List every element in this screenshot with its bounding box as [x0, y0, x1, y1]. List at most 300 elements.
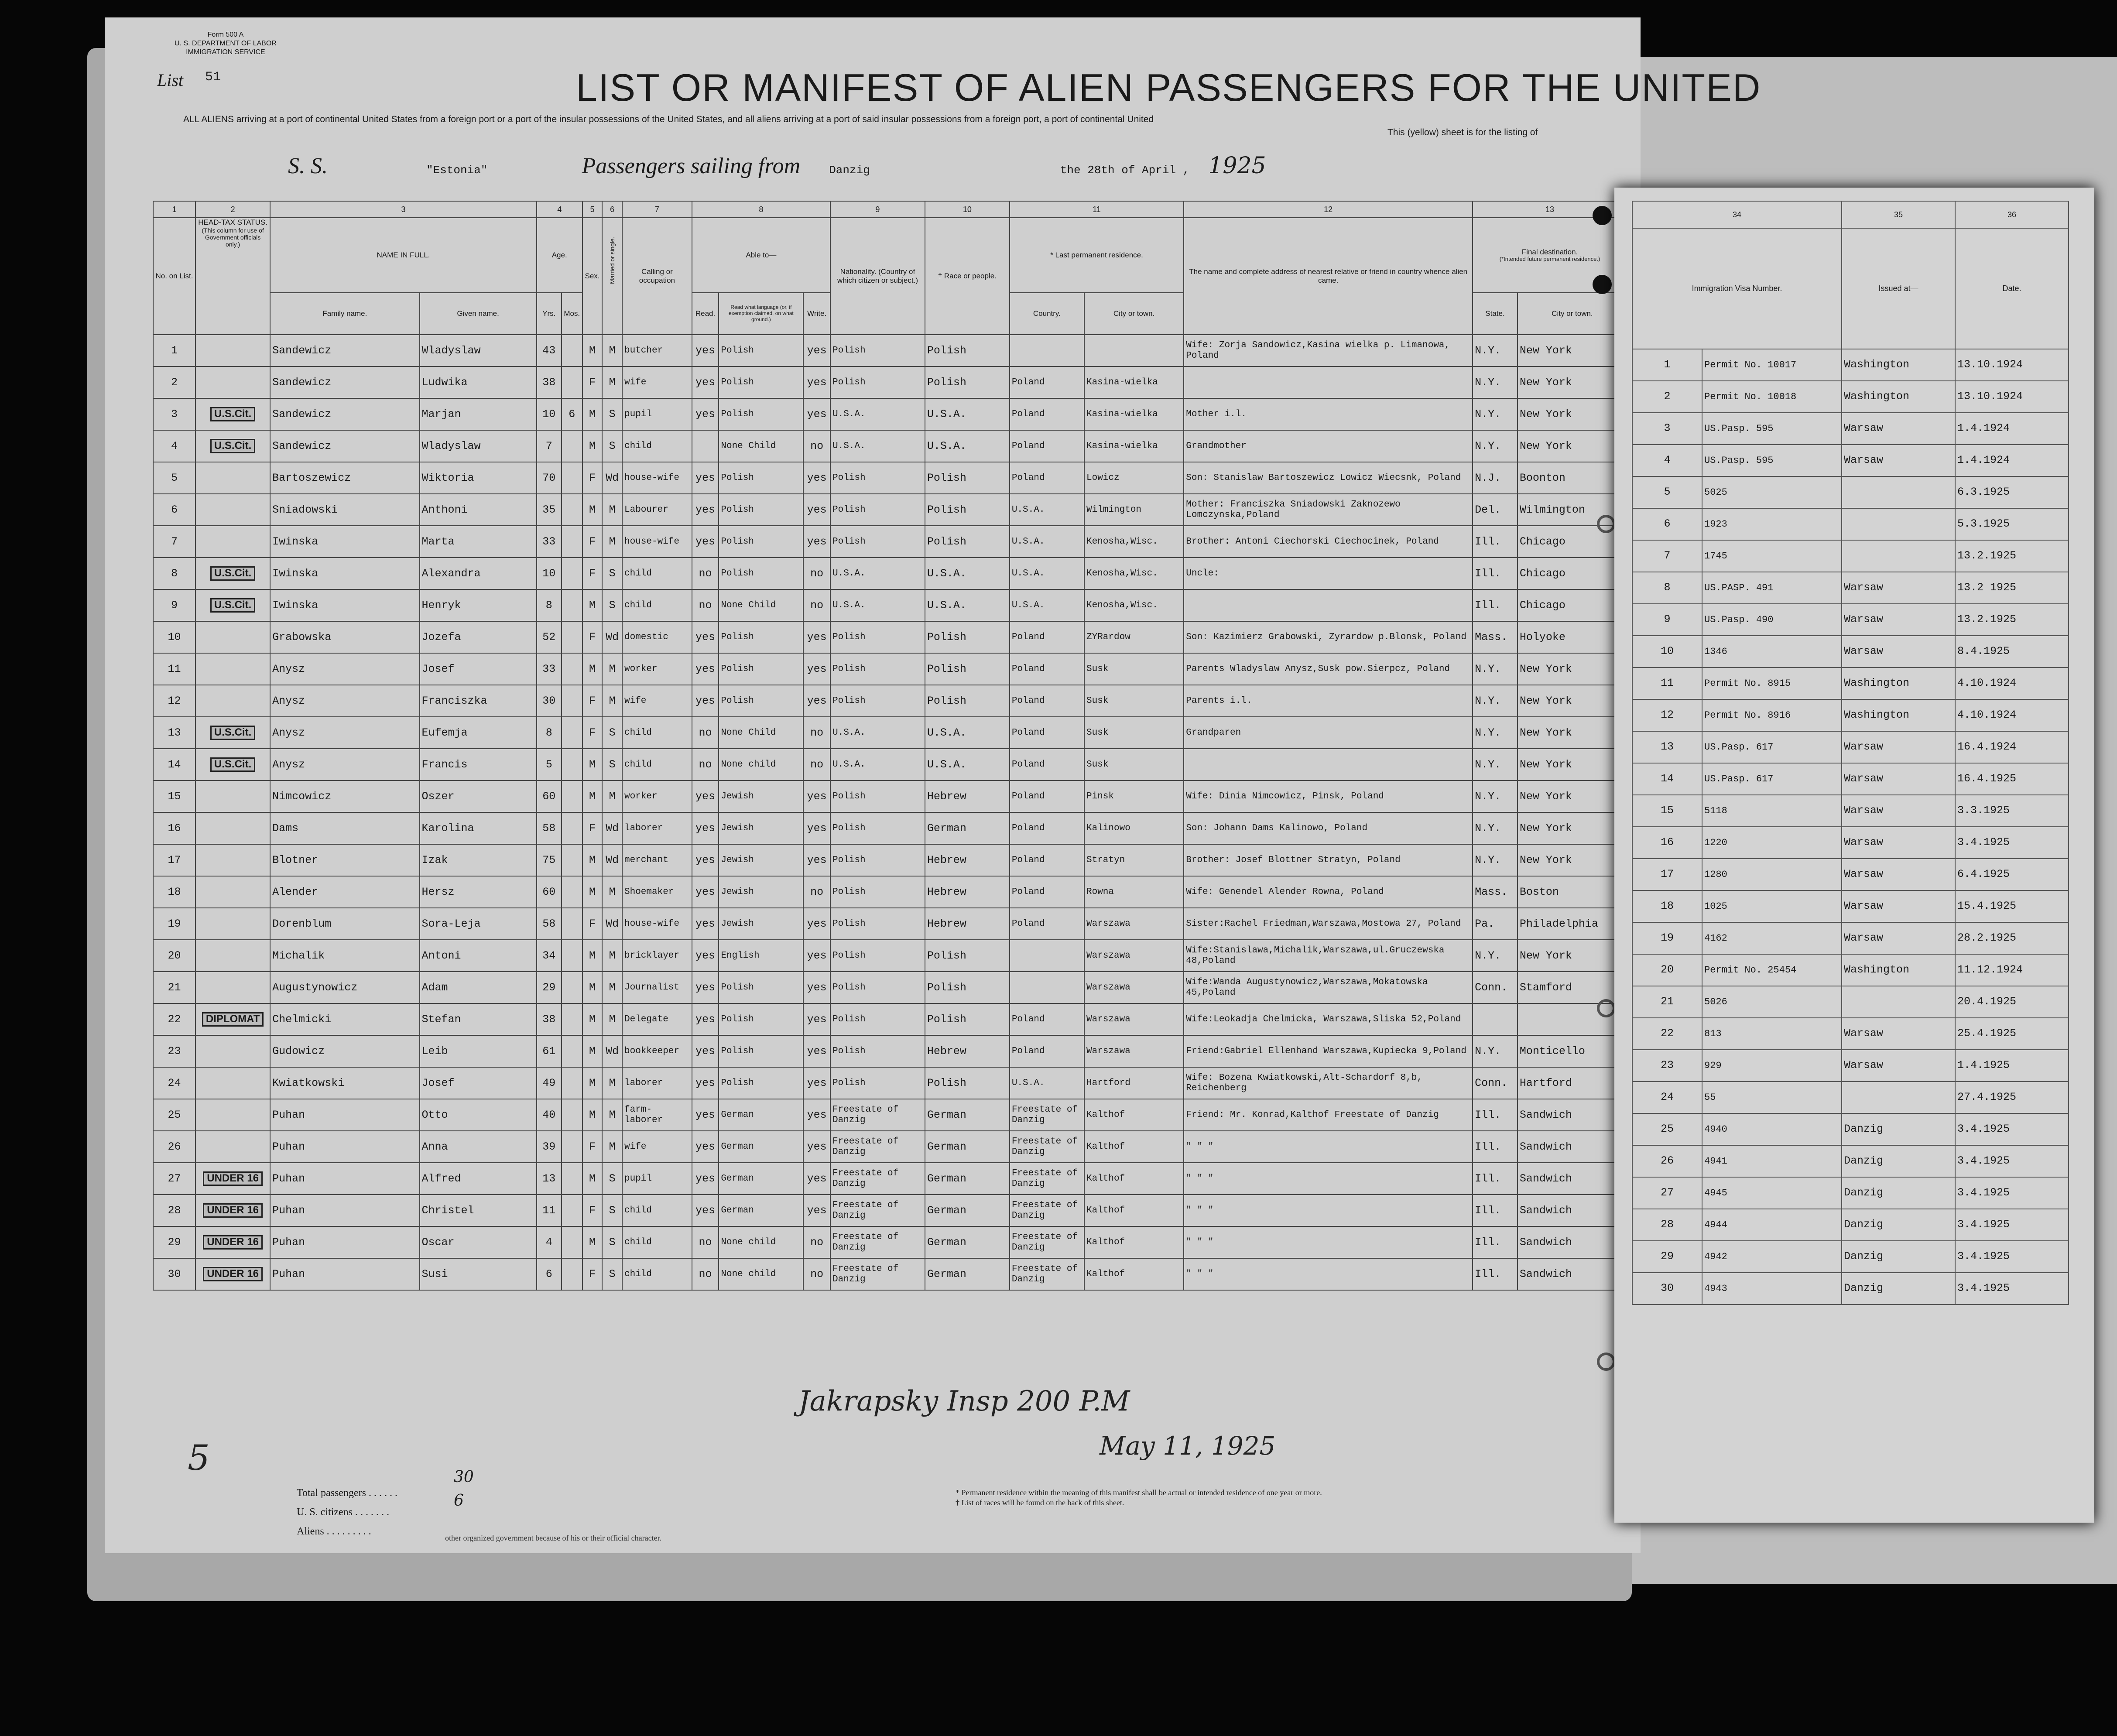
- visa-date: 3.4.1925: [1955, 1113, 2069, 1145]
- header-calling: Calling or occupation: [622, 218, 692, 335]
- table-row: [153, 621, 1627, 653]
- head-tax-status: [195, 526, 270, 558]
- read-language: Jewish: [719, 908, 803, 940]
- visa-date: 13.2.1925: [1955, 540, 2069, 572]
- nearest-relative: Uncle:: [1184, 558, 1473, 589]
- age-months: 6: [562, 398, 582, 430]
- can-write: no: [803, 589, 830, 621]
- nearest-relative: Mother: Franciszka Sniadowski Zaknozewo Lomczynska,Poland: [1184, 494, 1473, 526]
- can-write: yes: [803, 781, 830, 812]
- residence-city: Rowna: [1084, 876, 1184, 908]
- destination-city: Holyoke: [1518, 621, 1627, 653]
- issued-at: Danzig: [1842, 1145, 1955, 1177]
- table-row: [153, 1035, 1627, 1067]
- given-name: Karolina: [420, 812, 537, 844]
- header-family-name: Family name.: [270, 293, 419, 335]
- marital-status: S: [602, 717, 622, 749]
- age-months: [562, 876, 582, 908]
- marital-status: Wd: [602, 812, 622, 844]
- visa-line-number: 22: [1632, 1018, 1702, 1050]
- header-visa-number: Immigration Visa Number.: [1632, 228, 1842, 349]
- can-read: [692, 430, 719, 462]
- given-name: Stefan: [420, 1003, 537, 1035]
- race: Polish: [925, 526, 1010, 558]
- nearest-relative: " " ": [1184, 1226, 1473, 1258]
- read-language: Jewish: [719, 876, 803, 908]
- nearest-relative: Wife:Stanislawa,Michalik,Warszawa,ul.Gruczewska 48,Poland: [1184, 940, 1473, 972]
- given-name: Marjan: [420, 398, 537, 430]
- sex: M: [582, 335, 603, 366]
- given-name: Josef: [420, 1067, 537, 1099]
- family-name: Puhan: [270, 1099, 419, 1131]
- can-write: no: [803, 749, 830, 781]
- race: Hebrew: [925, 1035, 1010, 1067]
- aliens-label: Aliens: [297, 1526, 324, 1537]
- visa-line-number: 10: [1632, 636, 1702, 668]
- visa-line-number: 17: [1632, 859, 1702, 890]
- table-row: [153, 940, 1627, 972]
- table-row: [153, 908, 1627, 940]
- subtitle-2: This (yellow) sheet is for the listing of: [1387, 127, 1538, 137]
- visa-number: 55: [1702, 1082, 1842, 1113]
- nationality: Freestate of Danzig: [830, 1258, 925, 1290]
- row-number: 25: [153, 1099, 195, 1131]
- age-months: [562, 1099, 582, 1131]
- header-sex: Sex.: [582, 218, 603, 335]
- read-language: Polish: [719, 653, 803, 685]
- family-name: Dorenblum: [270, 908, 419, 940]
- head-tax-status: [195, 1099, 270, 1131]
- row-number: 1: [153, 335, 195, 366]
- nationality: U.S.A.: [830, 749, 925, 781]
- bottom-text: other organized government because of his or their official character.: [445, 1534, 662, 1542]
- colnum: 36: [1955, 201, 2069, 228]
- marital-status: M: [602, 335, 622, 366]
- race: Polish: [925, 335, 1010, 366]
- family-name: Puhan: [270, 1195, 419, 1226]
- can-write: yes: [803, 398, 830, 430]
- head-tax-status: [195, 876, 270, 908]
- residence-city: Warszawa: [1084, 908, 1184, 940]
- head-tax-status: [195, 1226, 270, 1258]
- sex: F: [582, 1195, 603, 1226]
- destination-state: Conn.: [1473, 972, 1518, 1003]
- can-write: yes: [803, 653, 830, 685]
- visa-line-number: 24: [1632, 1082, 1702, 1113]
- row-number: 21: [153, 972, 195, 1003]
- nationality: Polish: [830, 366, 925, 398]
- head-tax-stamp: U.S.Cit.: [210, 566, 255, 580]
- family-name: Anysz: [270, 717, 419, 749]
- visa-date: 3.4.1925: [1955, 1209, 2069, 1241]
- given-name: Eufemja: [420, 717, 537, 749]
- row-number: 8: [153, 558, 195, 589]
- race: Polish: [925, 685, 1010, 717]
- head-tax-status: [195, 1131, 270, 1163]
- visa-number: Permit No. 10018: [1702, 381, 1842, 413]
- row-number: 20: [153, 940, 195, 972]
- can-write: yes: [803, 335, 830, 366]
- ship-line: [288, 153, 1266, 179]
- visa-date: 4.10.1924: [1955, 668, 2069, 699]
- married-label: Married or single.: [609, 236, 616, 284]
- sex: M: [582, 1226, 603, 1258]
- marital-status: S: [602, 398, 622, 430]
- visa-number: US.Pasp. 595: [1702, 445, 1842, 476]
- given-name: Wladyslaw: [420, 335, 537, 366]
- punch-hole: [1597, 999, 1615, 1017]
- destination-city: Stamford: [1518, 972, 1627, 1003]
- age-years: 58: [537, 812, 562, 844]
- nationality: Polish: [830, 653, 925, 685]
- nationality: Freestate of Danzig: [830, 1226, 925, 1258]
- can-read: no: [692, 558, 719, 589]
- head-tax-stamp: U.S.Cit.: [210, 407, 255, 421]
- visa-date: 1.4.1924: [1955, 445, 2069, 476]
- sex: M: [582, 430, 603, 462]
- read-language: Jewish: [719, 812, 803, 844]
- footnotes: [956, 1488, 1322, 1508]
- race: Polish: [925, 1003, 1010, 1035]
- visa-row: [1632, 540, 2069, 572]
- family-name: Sniadowski: [270, 494, 419, 526]
- sailing-label: Passengers sailing from: [582, 154, 801, 178]
- table-row: [153, 430, 1627, 462]
- visa-number: 1745: [1702, 540, 1842, 572]
- age-years: 33: [537, 526, 562, 558]
- manifest-body: [153, 335, 1627, 1290]
- visa-row: [1632, 699, 2069, 731]
- issued-at: Danzig: [1842, 1273, 1955, 1305]
- nearest-relative: Son: Johann Dams Kalinowo, Poland: [1184, 812, 1473, 844]
- can-write: yes: [803, 1131, 830, 1163]
- destination-city: New York: [1518, 717, 1627, 749]
- visa-row: [1632, 1273, 2069, 1305]
- row-number: 29: [153, 1226, 195, 1258]
- destination-city: Philadelphia: [1518, 908, 1627, 940]
- footnote-2: † List of races will be found on the back of this sheet.: [956, 1498, 1124, 1507]
- visa-row: [1632, 1145, 2069, 1177]
- residence-country: Freestate of Danzig: [1010, 1195, 1084, 1226]
- can-read: yes: [692, 1195, 719, 1226]
- sex: M: [582, 940, 603, 972]
- family-name: Michalik: [270, 940, 419, 972]
- read-language: None child: [719, 1226, 803, 1258]
- occupation: worker: [622, 653, 692, 685]
- family-name: Chelmicki: [270, 1003, 419, 1035]
- destination-state: Conn.: [1473, 1067, 1518, 1099]
- age-months: [562, 972, 582, 1003]
- visa-line-number: 3: [1632, 413, 1702, 445]
- marital-status: Wd: [602, 844, 622, 876]
- family-name: Iwinska: [270, 526, 419, 558]
- visa-number: US.Pasp. 617: [1702, 763, 1842, 795]
- can-write: yes: [803, 1035, 830, 1067]
- can-write: yes: [803, 972, 830, 1003]
- residence-city: Kalinowo: [1084, 812, 1184, 844]
- visa-row: [1632, 1018, 2069, 1050]
- total-passengers-label: Total passengers: [297, 1487, 366, 1499]
- destination-city: New York: [1518, 844, 1627, 876]
- family-name: Nimcowicz: [270, 781, 419, 812]
- colnum: 4: [537, 201, 582, 218]
- table-row: [153, 1003, 1627, 1035]
- head-tax-status: [195, 462, 270, 494]
- header-nationality: Nationality. (Country of which citizen or subject.): [830, 218, 925, 335]
- residence-city: Warszawa: [1084, 1035, 1184, 1067]
- age-years: 33: [537, 653, 562, 685]
- occupation: child: [622, 749, 692, 781]
- final-destination-note: (*Intended future permanent residence.): [1499, 256, 1600, 263]
- head-tax-status: [195, 781, 270, 812]
- sex: F: [582, 717, 603, 749]
- destination-city: New York: [1518, 749, 1627, 781]
- visa-row: [1632, 1177, 2069, 1209]
- destination-city: Sandwich: [1518, 1131, 1627, 1163]
- visa-number: 4941: [1702, 1145, 1842, 1177]
- age-months: [562, 1067, 582, 1099]
- occupation: pupil: [622, 1163, 692, 1195]
- race: U.S.A.: [925, 589, 1010, 621]
- row-number: 18: [153, 876, 195, 908]
- age-months: [562, 366, 582, 398]
- read-language: None child: [719, 749, 803, 781]
- head-tax-status: [195, 494, 270, 526]
- residence-country: Poland: [1010, 781, 1084, 812]
- age-years: 35: [537, 494, 562, 526]
- table-row: [153, 1067, 1627, 1099]
- port: Danzig: [829, 164, 870, 177]
- age-years: 30: [537, 685, 562, 717]
- can-read: yes: [692, 1003, 719, 1035]
- can-write: yes: [803, 462, 830, 494]
- family-name: Iwinska: [270, 589, 419, 621]
- visa-number: 4944: [1702, 1209, 1842, 1241]
- sex: F: [582, 908, 603, 940]
- age-months: [562, 908, 582, 940]
- head-tax-status: [195, 844, 270, 876]
- nearest-relative: Wife: Bozena Kwiatkowski,Alt-Schardorf 8,b, Reichenberg: [1184, 1067, 1473, 1099]
- header-read: Read.: [692, 293, 719, 335]
- colnum: 8: [692, 201, 830, 218]
- occupation: wife: [622, 685, 692, 717]
- head-tax-status: [195, 1258, 270, 1290]
- nationality: Freestate of Danzig: [830, 1163, 925, 1195]
- can-write: yes: [803, 844, 830, 876]
- nearest-relative: " " ": [1184, 1258, 1473, 1290]
- residence-city: Kalthof: [1084, 1131, 1184, 1163]
- sex: M: [582, 494, 603, 526]
- residence-country: Poland: [1010, 749, 1084, 781]
- residence-city: Kasina-wielka: [1084, 366, 1184, 398]
- footnote-1: * Permanent residence within the meaning of this manifest shall be actual or intended residence of one year or more.: [956, 1488, 1322, 1497]
- nearest-relative: Brother: Antoni Ciechorski Ciechocinek, Poland: [1184, 526, 1473, 558]
- marital-status: S: [602, 1195, 622, 1226]
- row-number: 16: [153, 812, 195, 844]
- occupation: merchant: [622, 844, 692, 876]
- age-years: 49: [537, 1067, 562, 1099]
- destination-state: N.Y.: [1473, 685, 1518, 717]
- read-language: German: [719, 1163, 803, 1195]
- visa-number: US.Pasp. 617: [1702, 731, 1842, 763]
- head-tax-status: [195, 908, 270, 940]
- destination-city: New York: [1518, 812, 1627, 844]
- sex: M: [582, 1067, 603, 1099]
- residence-city: Susk: [1084, 653, 1184, 685]
- nearest-relative: [1184, 589, 1473, 621]
- marital-status: Wd: [602, 1035, 622, 1067]
- us-citizens-value: 6: [454, 1492, 464, 1510]
- sex: M: [582, 398, 603, 430]
- age-years: 4: [537, 1226, 562, 1258]
- read-language: None Child: [719, 717, 803, 749]
- nationality: Polish: [830, 812, 925, 844]
- table-row: [153, 1099, 1627, 1131]
- family-name: Puhan: [270, 1258, 419, 1290]
- residence-city: Warszawa: [1084, 940, 1184, 972]
- age-months: [562, 1195, 582, 1226]
- can-write: yes: [803, 812, 830, 844]
- can-read: yes: [692, 1131, 719, 1163]
- destination-city: New York: [1518, 781, 1627, 812]
- race: German: [925, 1258, 1010, 1290]
- residence-city: Susk: [1084, 749, 1184, 781]
- header-last-residence: * Last permanent residence.: [1010, 218, 1184, 293]
- residence-country: U.S.A.: [1010, 589, 1084, 621]
- issued-at: [1842, 508, 1955, 540]
- race: German: [925, 1163, 1010, 1195]
- nearest-relative: Son: Kazimierz Grabowski, Zyrardow p.Blonsk, Poland: [1184, 621, 1473, 653]
- can-write: no: [803, 1226, 830, 1258]
- race: Hebrew: [925, 908, 1010, 940]
- issued-at: [1842, 1082, 1955, 1113]
- race: Polish: [925, 462, 1010, 494]
- sex: M: [582, 589, 603, 621]
- header-given-name: Given name.: [420, 293, 537, 335]
- occupation: wife: [622, 366, 692, 398]
- punch-hole: [1593, 275, 1612, 294]
- family-name: Puhan: [270, 1226, 419, 1258]
- issued-at: Warsaw: [1842, 1050, 1955, 1082]
- head-tax-stamp: U.S.Cit.: [210, 726, 255, 740]
- given-name: Susi: [420, 1258, 537, 1290]
- can-write: yes: [803, 1195, 830, 1226]
- colnum: 11: [1010, 201, 1184, 218]
- sex: F: [582, 462, 603, 494]
- race: U.S.A.: [925, 558, 1010, 589]
- visa-date: 13.10.1924: [1955, 349, 2069, 381]
- colnum: 1: [153, 201, 195, 218]
- sex: F: [582, 558, 603, 589]
- race: German: [925, 812, 1010, 844]
- table-row: [153, 972, 1627, 1003]
- issued-at: Danzig: [1842, 1241, 1955, 1273]
- destination-city: Sandwich: [1518, 1099, 1627, 1131]
- residence-country: Poland: [1010, 621, 1084, 653]
- header-yrs: Yrs.: [537, 293, 562, 335]
- can-read: yes: [692, 1099, 719, 1131]
- can-read: yes: [692, 940, 719, 972]
- destination-city: Monticello: [1518, 1035, 1627, 1067]
- table-row: [153, 398, 1627, 430]
- visa-number: 5026: [1702, 986, 1842, 1018]
- visa-number: US.Pasp. 490: [1702, 604, 1842, 636]
- nationality: Polish: [830, 844, 925, 876]
- residence-country: Poland: [1010, 366, 1084, 398]
- residence-city: Kalthof: [1084, 1163, 1184, 1195]
- given-name: Oscar: [420, 1226, 537, 1258]
- visa-line-number: 7: [1632, 540, 1702, 572]
- marital-status: M: [602, 1099, 622, 1131]
- table-row: [153, 589, 1627, 621]
- given-name: Hersz: [420, 876, 537, 908]
- row-number: 24: [153, 1067, 195, 1099]
- age-years: 8: [537, 589, 562, 621]
- residence-country: Freestate of Danzig: [1010, 1099, 1084, 1131]
- row-number: 26: [153, 1131, 195, 1163]
- residence-city: Kasina-wielka: [1084, 430, 1184, 462]
- list-label: List: [157, 70, 184, 90]
- occupation: house-wife: [622, 462, 692, 494]
- residence-country: U.S.A.: [1010, 1067, 1084, 1099]
- read-language: Polish: [719, 558, 803, 589]
- total-passengers: Total passengers . . . . . . 30: [297, 1468, 474, 1499]
- table-row: [153, 1226, 1627, 1258]
- nationality: Freestate of Danzig: [830, 1131, 925, 1163]
- nearest-relative: Wife: Genendel Alender Rowna, Poland: [1184, 876, 1473, 908]
- issued-at: Warsaw: [1842, 1018, 1955, 1050]
- occupation: worker: [622, 781, 692, 812]
- visa-date: 28.2.1925: [1955, 922, 2069, 954]
- visa-line-number: 1: [1632, 349, 1702, 381]
- occupation: child: [622, 1195, 692, 1226]
- residence-city: Kalthof: [1084, 1195, 1184, 1226]
- family-name: Puhan: [270, 1131, 419, 1163]
- occupation: bookkeeper: [622, 1035, 692, 1067]
- sex: M: [582, 781, 603, 812]
- given-name: Alexandra: [420, 558, 537, 589]
- age-years: 61: [537, 1035, 562, 1067]
- nationality: Polish: [830, 876, 925, 908]
- total-passengers-value: 30: [454, 1468, 474, 1486]
- row-number: 4: [153, 430, 195, 462]
- occupation: child: [622, 717, 692, 749]
- marital-status: S: [602, 430, 622, 462]
- aliens: Aliens . . . . . . . . .: [297, 1526, 371, 1537]
- destination-city: New York: [1518, 685, 1627, 717]
- header-city-dest: City or town.: [1518, 293, 1627, 335]
- race: Polish: [925, 653, 1010, 685]
- sex: F: [582, 1258, 603, 1290]
- visa-line-number: 19: [1632, 922, 1702, 954]
- row-number: 5: [153, 462, 195, 494]
- destination-state: N.J.: [1473, 462, 1518, 494]
- residence-country: Poland: [1010, 430, 1084, 462]
- residence-country: Freestate of Danzig: [1010, 1226, 1084, 1258]
- nationality: U.S.A.: [830, 717, 925, 749]
- family-name: Anysz: [270, 749, 419, 781]
- race: Hebrew: [925, 781, 1010, 812]
- header-married: [602, 218, 622, 335]
- residence-city: Hartford: [1084, 1067, 1184, 1099]
- head-tax-status: [195, 1067, 270, 1099]
- visa-line-number: 28: [1632, 1209, 1702, 1241]
- destination-state: N.Y.: [1473, 749, 1518, 781]
- sex: F: [582, 685, 603, 717]
- given-name: Otto: [420, 1099, 537, 1131]
- issued-at: Warsaw: [1842, 827, 1955, 859]
- destination-city: Boonton: [1518, 462, 1627, 494]
